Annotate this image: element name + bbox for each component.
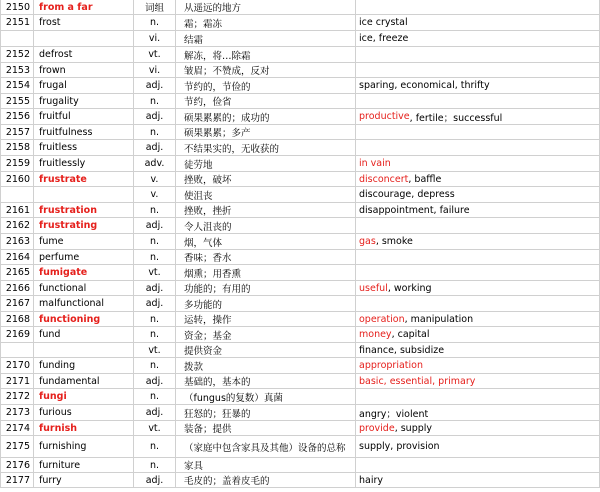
table-row <box>0 109 600 125</box>
table-row <box>0 47 600 63</box>
chinese-definition: 狂怒的；狂暴的 <box>176 405 356 421</box>
table-row <box>0 15 600 31</box>
entry-number <box>0 343 34 358</box>
entry-number: 2153 <box>0 63 34 78</box>
entry-number: 2175 <box>0 436 34 458</box>
chinese-definition: 结霜 <box>176 31 356 47</box>
part-of-speech: n. <box>134 250 176 265</box>
english-synonyms <box>356 234 600 250</box>
entry-number: 2160 <box>0 172 34 187</box>
chinese-definition: 令人沮丧的 <box>176 218 356 234</box>
table-row <box>0 187 600 203</box>
english-synonyms <box>356 374 600 389</box>
headword: furniture <box>34 458 134 473</box>
entry-number <box>0 31 34 47</box>
table-row <box>0 140 600 156</box>
chinese-definition: 烟，气体 <box>176 234 356 250</box>
part-of-speech: v. <box>134 172 176 187</box>
table-row <box>0 389 600 405</box>
english-synonyms <box>356 281 600 296</box>
synonym-text: productive <box>359 111 410 122</box>
table-row <box>0 156 600 172</box>
headword <box>34 31 134 47</box>
synonym-text: finance, subsidize <box>359 344 445 356</box>
part-of-speech: n. <box>134 458 176 473</box>
headword: furry <box>34 473 134 488</box>
headword: funding <box>34 358 134 374</box>
chinese-definition: 节约，俭省 <box>176 94 356 109</box>
entry-number: 2159 <box>0 156 34 172</box>
chinese-definition: 硕果累累的；成功的 <box>176 109 356 125</box>
part-of-speech: adj. <box>134 405 176 421</box>
synonym-text: , baffle <box>408 173 442 185</box>
chinese-definition: 挫败，破坏 <box>176 172 356 187</box>
table-row <box>0 281 600 296</box>
synonym-text: in vain <box>359 158 391 169</box>
part-of-speech: adj. <box>134 281 176 296</box>
part-of-speech: n. <box>134 312 176 327</box>
chinese-definition: 硕果累累；多产 <box>176 125 356 140</box>
entry-number: 2165 <box>0 265 34 281</box>
synonym-text: operation <box>359 313 405 325</box>
english-synonyms <box>356 187 600 203</box>
part-of-speech: adj. <box>134 78 176 94</box>
entry-number: 2171 <box>0 374 34 389</box>
entry-number: 2157 <box>0 125 34 140</box>
headword: fumigate <box>34 265 134 281</box>
entry-number: 2177 <box>0 473 34 488</box>
entry-number: 2166 <box>0 281 34 296</box>
part-of-speech: vt. <box>134 265 176 281</box>
synonym-text: gas <box>359 236 376 247</box>
table-row <box>0 358 600 374</box>
synonym-text: ice crystal <box>359 17 408 28</box>
english-synonyms <box>356 125 600 140</box>
headword <box>34 187 134 203</box>
english-synonyms <box>356 327 600 343</box>
english-synonyms <box>356 94 600 109</box>
part-of-speech: adj. <box>134 473 176 488</box>
english-synonyms <box>356 343 600 358</box>
english-synonyms <box>356 389 600 405</box>
headword: furnish <box>34 421 134 436</box>
headword: functional <box>34 281 134 296</box>
english-synonyms <box>356 218 600 234</box>
chinese-definition: 提供资金 <box>176 343 356 358</box>
part-of-speech: vt. <box>134 343 176 358</box>
chinese-definition: 节约的，节俭的 <box>176 78 356 94</box>
table-row <box>0 343 600 358</box>
synonym-text: , capital <box>391 329 430 340</box>
synonym-text: money <box>359 329 392 340</box>
headword: frustrate <box>34 172 134 187</box>
chinese-definition: 多功能的 <box>176 296 356 312</box>
table-row <box>0 0 600 15</box>
table-row <box>0 203 600 218</box>
part-of-speech: n. <box>134 234 176 250</box>
english-synonyms <box>356 15 600 31</box>
synonym-text: disappointment, failure <box>359 204 470 216</box>
headword: functioning <box>34 312 134 327</box>
headword <box>34 343 134 358</box>
part-of-speech: n. <box>134 125 176 140</box>
part-of-speech: adj. <box>134 218 176 234</box>
entry-number: 2161 <box>0 203 34 218</box>
english-synonyms <box>356 63 600 78</box>
headword: frugality <box>34 94 134 109</box>
chinese-definition: 香味；香水 <box>176 250 356 265</box>
entry-number: 2176 <box>0 458 34 473</box>
synonym-text: , working <box>387 282 432 294</box>
headword: perfume <box>34 250 134 265</box>
entry-number: 2162 <box>0 218 34 234</box>
headword: malfunctional <box>34 296 134 312</box>
part-of-speech: n. <box>134 389 176 405</box>
headword: furious <box>34 405 134 421</box>
headword: frustrating <box>34 218 134 234</box>
synonym-text: sparing, economical, thrifty <box>359 80 490 91</box>
english-synonyms <box>356 405 600 421</box>
part-of-speech: n. <box>134 436 176 458</box>
part-of-speech: v. <box>134 187 176 203</box>
synonym-text: , manipulation <box>404 313 474 325</box>
headword: fund <box>34 327 134 343</box>
english-synonyms <box>356 265 600 281</box>
entry-number: 2154 <box>0 78 34 94</box>
chinese-definition: 毛皮的；盖着皮毛的 <box>176 473 356 488</box>
chinese-definition: 从遥远的地方 <box>176 0 356 15</box>
entry-number: 2150 <box>0 0 34 15</box>
part-of-speech: vi. <box>134 31 176 47</box>
entry-number: 2174 <box>0 421 34 436</box>
table-row <box>0 405 600 421</box>
part-of-speech: n. <box>134 203 176 218</box>
part-of-speech: vt. <box>134 421 176 436</box>
entry-number: 2173 <box>0 405 34 421</box>
chinese-definition: 徒劳地 <box>176 156 356 172</box>
headword: frugal <box>34 78 134 94</box>
table-row <box>0 458 600 473</box>
synonym-text: angry；violent <box>359 408 429 420</box>
synonym-text: useful <box>359 282 388 294</box>
table-row <box>0 125 600 140</box>
english-synonyms <box>356 140 600 156</box>
entry-number: 2156 <box>0 109 34 125</box>
headword: fungi <box>34 389 134 405</box>
entry-number: 2158 <box>0 140 34 156</box>
english-synonyms <box>356 250 600 265</box>
table-row <box>0 374 600 389</box>
english-synonyms <box>356 312 600 327</box>
part-of-speech: vt. <box>134 47 176 63</box>
chinese-definition: 不结果实的，无收获的 <box>176 140 356 156</box>
table-row <box>0 296 600 312</box>
entry-number: 2155 <box>0 94 34 109</box>
entry-number: 2170 <box>0 358 34 374</box>
entry-number: 2152 <box>0 47 34 63</box>
headword: fruitfulness <box>34 125 134 140</box>
part-of-speech: adj. <box>134 296 176 312</box>
chinese-definition: 使沮丧 <box>176 187 356 203</box>
english-synonyms <box>356 358 600 374</box>
chinese-definition: 装备；提供 <box>176 421 356 436</box>
chinese-definition: 烟熏；用香熏 <box>176 265 356 281</box>
table-row <box>0 436 600 458</box>
entry-number: 2169 <box>0 327 34 343</box>
synonym-text: disconcert <box>359 173 409 185</box>
english-synonyms <box>356 156 600 172</box>
english-synonyms <box>356 458 600 473</box>
table-row <box>0 172 600 187</box>
headword: from a far <box>34 0 134 15</box>
entry-number: 2151 <box>0 15 34 31</box>
chinese-definition: 拨款 <box>176 358 356 374</box>
part-of-speech: n. <box>134 327 176 343</box>
headword: frown <box>34 63 134 78</box>
headword: furnishing <box>34 436 134 458</box>
english-synonyms <box>356 0 600 15</box>
table-row <box>0 327 600 343</box>
chinese-definition: 运转，操作 <box>176 312 356 327</box>
chinese-definition: 功能的；有用的 <box>176 281 356 296</box>
english-synonyms <box>356 421 600 436</box>
entry-number: 2168 <box>0 312 34 327</box>
english-synonyms <box>356 172 600 187</box>
chinese-definition: 霜；霜冻 <box>176 15 356 31</box>
table-row <box>0 218 600 234</box>
synonym-text: hairy <box>359 474 384 486</box>
chinese-definition: （家庭中包含家具及其他）设备的总称 <box>176 436 356 458</box>
headword: fruitlessly <box>34 156 134 172</box>
entry-number <box>0 187 34 203</box>
part-of-speech: n. <box>134 94 176 109</box>
part-of-speech: adj. <box>134 109 176 125</box>
english-synonyms <box>356 78 600 94</box>
chinese-definition: 挫败，挫折 <box>176 203 356 218</box>
headword: defrost <box>34 47 134 63</box>
english-synonyms <box>356 436 600 458</box>
english-synonyms <box>356 296 600 312</box>
chinese-definition: 资金；基金 <box>176 327 356 343</box>
headword: fundamental <box>34 374 134 389</box>
english-synonyms <box>356 31 600 47</box>
table-row <box>0 63 600 78</box>
table-row <box>0 421 600 436</box>
part-of-speech: vi. <box>134 63 176 78</box>
chinese-definition: 基础的，基本的 <box>176 374 356 389</box>
synonym-text: supply, provision <box>359 441 440 452</box>
synonym-text: , supply <box>394 422 433 434</box>
chinese-definition: 皱眉；不赞成，反对 <box>176 63 356 78</box>
entry-number: 2164 <box>0 250 34 265</box>
synonym-text: discourage, depress <box>359 189 455 200</box>
entry-number: 2172 <box>0 389 34 405</box>
table-row <box>0 31 600 47</box>
chinese-definition: 解冻，将…除霜 <box>176 47 356 63</box>
english-synonyms <box>356 473 600 488</box>
synonym-text: basic, essential, primary <box>359 375 476 387</box>
english-synonyms <box>356 47 600 63</box>
part-of-speech: adv. <box>134 156 176 172</box>
part-of-speech: n. <box>134 358 176 374</box>
chinese-definition: 家具 <box>176 458 356 473</box>
entry-number: 2163 <box>0 234 34 250</box>
synonym-text: , smoke <box>375 236 413 247</box>
table-row <box>0 250 600 265</box>
table-row <box>0 473 600 488</box>
synonym-text: ice, freeze <box>359 33 409 44</box>
headword: frustration <box>34 203 134 218</box>
part-of-speech: adj. <box>134 140 176 156</box>
table-row <box>0 94 600 109</box>
part-of-speech: 词组 <box>134 0 176 15</box>
english-synonyms <box>356 109 600 125</box>
synonym-text: , fertile；successful <box>409 112 503 124</box>
english-synonyms <box>356 203 600 218</box>
headword: frost <box>34 15 134 31</box>
table-row <box>0 234 600 250</box>
table-row <box>0 265 600 281</box>
table-row <box>0 312 600 327</box>
table-row <box>0 78 600 94</box>
part-of-speech: n. <box>134 15 176 31</box>
entry-number: 2167 <box>0 296 34 312</box>
headword: fruitful <box>34 109 134 125</box>
part-of-speech: adj. <box>134 374 176 389</box>
synonym-text: provide <box>359 422 395 434</box>
chinese-definition: （fungus的复数）真菌 <box>176 389 356 405</box>
headword: fume <box>34 234 134 250</box>
headword: fruitless <box>34 140 134 156</box>
synonym-text: appropriation <box>359 360 423 371</box>
